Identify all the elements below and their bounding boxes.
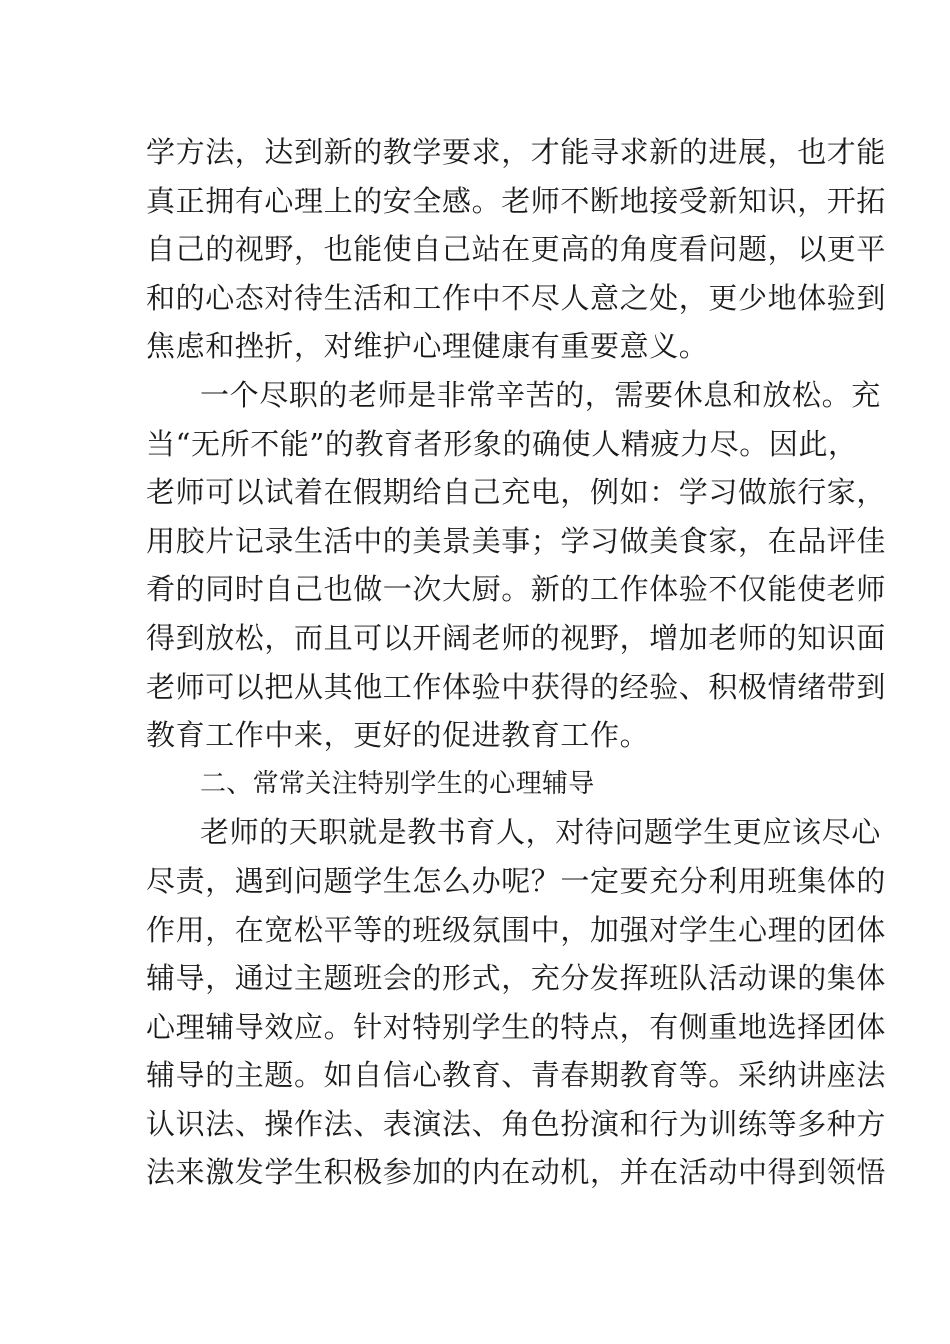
text-line: 一个尽职的老师是非常辛苦的，需要休息和放松。充 xyxy=(200,377,881,412)
text-line: 尽责，遇到问题学生怎么办呢？一定要充分利用班集体的 xyxy=(146,863,887,898)
text-line: 认识法、操作法、表演法、角色扮演和行为训练等多种方 xyxy=(146,1106,887,1141)
text-line: 学方法，达到新的教学要求，才能寻求新的进展，也才能 xyxy=(146,135,887,169)
text-line: 和的心态对待生活和工作中不尽人意之处，更少地体验到 xyxy=(146,280,887,315)
text-line: 法来激发学生积极参加的内在动机，并在活动中得到领悟 xyxy=(146,1155,887,1190)
text-line: 焦虑和挫折，对维护心理健康有重要意义。 xyxy=(146,329,709,364)
section-heading: 二、常常关注特别学生的心理辅导 xyxy=(200,768,595,799)
text-line: 真正拥有心理上的安全感。老师不断地接受新知识，开拓 xyxy=(146,183,887,218)
text-line: 老师可以把从其他工作体验中获得的经验、积极情绪带到 xyxy=(146,669,887,704)
text-line: 老师的天职就是教书育人，对待问题学生更应该尽心 xyxy=(200,815,881,850)
text-line: 作用，在宽松平等的班级氛围中，加强对学生心理的团体 xyxy=(146,912,887,947)
text-line: 自己的视野，也能使自己站在更高的角度看问题，以更平 xyxy=(146,232,887,267)
text-line: 得到放松，而且可以开阔老师的视野，增加老师的知识面 xyxy=(146,620,887,655)
text-line: 肴的同时自己也做一次大厨。新的工作体验不仅能使老师 xyxy=(146,572,887,607)
text-line: 当“无所不能”的教育者形象的确使人精疲力尽。因此， xyxy=(146,426,858,461)
text-line: 辅导，通过主题班会的形式，充分发挥班队活动课的集体 xyxy=(146,961,887,996)
document-body xyxy=(146,128,887,1197)
text-line: 心理辅导效应。针对特别学生的特点，有侧重地选择团体 xyxy=(146,1009,887,1044)
text-line: 教育工作中来，更好的促进教育工作。 xyxy=(146,718,650,753)
text-line: 用胶片记录生活中的美景美事；学习做美食家，在品评佳 xyxy=(146,523,887,558)
text-line: 老师可以试着在假期给自己充电，例如：学习做旅行家， xyxy=(146,475,887,510)
text-line: 辅导的主题。如自信心教育、青春期教育等。采纳讲座法 xyxy=(146,1058,887,1093)
